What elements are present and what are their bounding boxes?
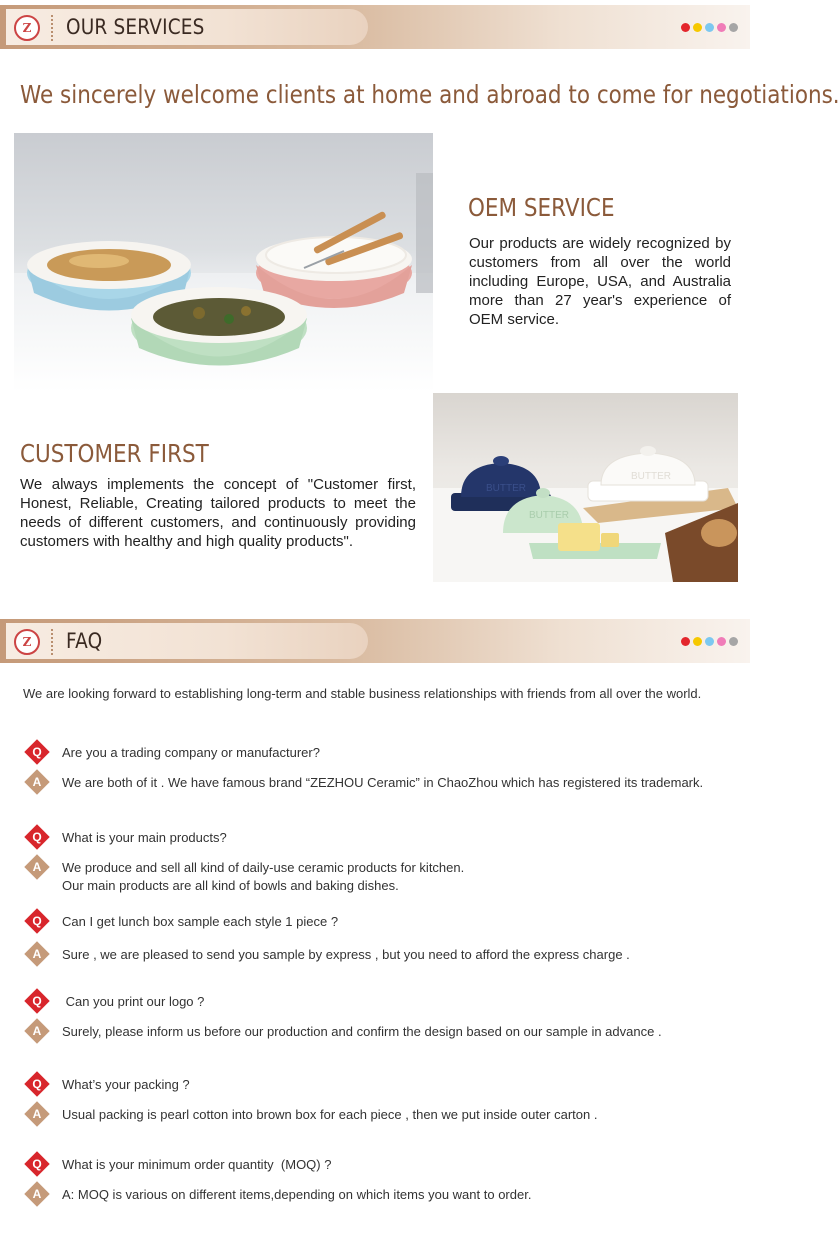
dot-blue	[705, 637, 714, 646]
services-header	[0, 5, 750, 49]
question-letter: Q	[32, 745, 42, 759]
answer-text: A: MOQ is various on different items,depending on which items you want to order.	[62, 1187, 532, 1202]
brand-logo: Z	[14, 629, 40, 655]
answer-letter: A	[32, 860, 42, 874]
answer-text: Surely, please inform us before our production and confirm the design based on our sample in advance .	[62, 1024, 662, 1039]
question-letter: Q	[32, 1157, 42, 1171]
dot-gray	[729, 23, 738, 32]
answer-text	[62, 859, 722, 895]
oem-body: Our products are widely recognized by customers from all over the world including Europe, USA, and Australia more than 27 year's experience of OEM service.	[469, 235, 731, 328]
answer-letter: A	[32, 947, 42, 961]
question-text: What is your minimum order quantity (MOQ) ?	[62, 1157, 332, 1172]
dot-red	[681, 23, 690, 32]
dot-red	[681, 637, 690, 646]
answer-text: Sure , we are pleased to send you sample by express , but you need to afford the express charge .	[62, 947, 630, 962]
question-text: What’s your packing ?	[62, 1077, 190, 1092]
answer-letter: A	[32, 1107, 42, 1121]
question-letter: Q	[32, 1077, 42, 1091]
header-divider	[51, 629, 53, 655]
dot-blue	[705, 23, 714, 32]
question-text: Can you print our logo ?	[62, 994, 205, 1009]
answer-letter: A	[32, 1187, 42, 1201]
header-divider	[51, 15, 53, 41]
answer-letter: A	[32, 1024, 42, 1038]
dot-yellow	[693, 637, 702, 646]
question-letter: Q	[32, 830, 42, 844]
oem-title: OEM SERVICE	[468, 193, 615, 222]
faq-header-tab	[6, 623, 368, 659]
faq-intro: We are looking forward to establishing long-term and stable business relationships with friends from all over the world.	[23, 686, 702, 701]
welcome-heading: We sincerely welcome clients at home and abroad to come for negotiations.	[20, 80, 840, 109]
butter-dishes-photo	[433, 393, 738, 582]
answer-letter: A	[32, 775, 42, 789]
customer-title: CUSTOMER FIRST	[20, 439, 209, 468]
faq-header	[0, 619, 750, 663]
answer-text: Usual packing is pearl cotton into brown box for each piece , then we put inside outer carton .	[62, 1107, 598, 1122]
answer-line: We produce and sell all kind of daily-use ceramic products for kitchen.	[62, 860, 465, 875]
question-text: Can I get lunch box sample each style 1 piece ?	[62, 914, 339, 929]
question-text: Are you a trading company or manufacturer?	[62, 745, 320, 760]
butter-label-white: BUTTER	[631, 471, 671, 482]
dot-pink	[717, 23, 726, 32]
butter-label-navy: BUTTER	[486, 483, 526, 494]
brand-logo: Z	[14, 15, 40, 41]
question-text: What is your main products?	[62, 830, 227, 845]
baking-bowls-photo	[14, 133, 433, 392]
decorative-dots	[681, 637, 738, 646]
faq-title: FAQ	[66, 629, 103, 653]
answer-line: Our main products are all kind of bowls and baking dishes.	[62, 878, 399, 893]
customer-body: We always implements the concept of "Customer first, Honest, Reliable, Creating tailored products to meet the needs of different customers, and continuously providing customers with healthy and high quality products".	[20, 476, 416, 550]
dot-yellow	[693, 23, 702, 32]
services-title: OUR SERVICES	[66, 15, 205, 39]
question-letter: Q	[32, 994, 42, 1008]
answer-text: We are both of it . We have famous brand “ZEZHOU Ceramic” in ChaoZhou which has registered its trademark.	[62, 775, 704, 790]
question-letter: Q	[32, 914, 42, 928]
butter-label-green: BUTTER	[529, 510, 569, 521]
decorative-dots	[681, 23, 738, 32]
dot-pink	[717, 637, 726, 646]
dot-gray	[729, 637, 738, 646]
